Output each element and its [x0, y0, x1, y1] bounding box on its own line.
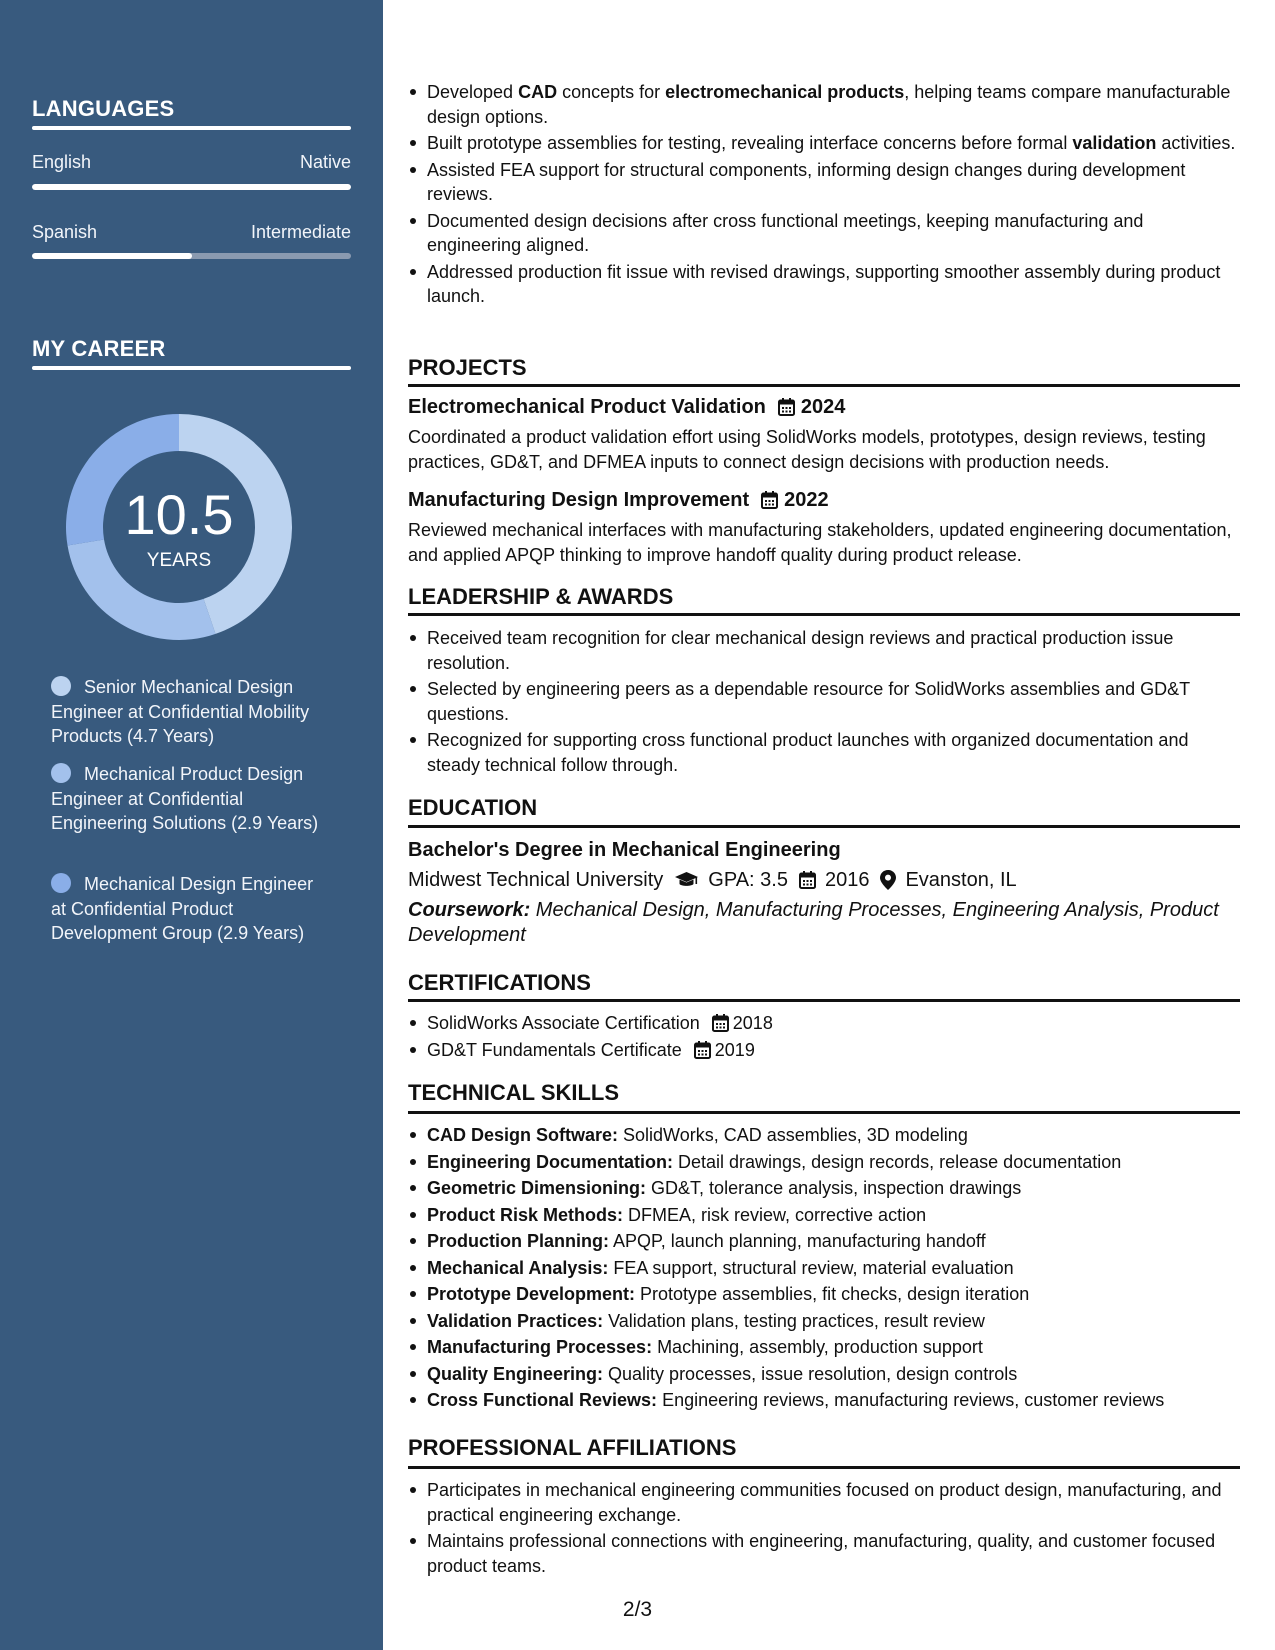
certifications-list — [408, 1011, 1240, 1064]
skill-label: Production Planning: — [427, 1231, 609, 1251]
skill-item — [408, 1203, 1240, 1228]
bold-text: CAD — [518, 82, 558, 102]
affiliation-item: Participates in mechanical engineering communities focused on product design, manufacturing, and practical engineering exchange. — [408, 1478, 1240, 1527]
school-location: Evanston, IL — [905, 869, 1017, 891]
language-bar-english — [32, 184, 351, 190]
leadership-bullet: Recognized for supporting cross functional product launches with organized documentation and steady technical follow through. — [408, 728, 1240, 777]
coursework — [408, 898, 1240, 947]
skill-label: Prototype Development: — [427, 1284, 636, 1304]
certification-year: 2018 — [732, 1013, 773, 1033]
certifications-heading: CERTIFICATIONS — [408, 970, 591, 995]
leadership-heading: LEADERSHIP & AWARDS — [408, 584, 674, 609]
skill-label: Mechanical Analysis: — [427, 1257, 609, 1278]
text: Assisted FEA support for structural components, informing design changes during development reviews. — [427, 159, 1186, 204]
project-title-row — [408, 394, 845, 420]
language-bar-fill — [32, 184, 351, 190]
experience-bullet — [408, 158, 1240, 207]
text: , helping teams compare manufacturable design options. — [427, 82, 1231, 127]
skill-label: Quality Engineering: — [427, 1363, 604, 1384]
page-number: 2/3 — [622, 1598, 653, 1621]
certifications-rule — [408, 999, 1240, 1002]
bold-text: electromechanical products — [665, 82, 905, 102]
project-title-row — [408, 487, 829, 513]
skill-item — [408, 1362, 1240, 1387]
language-level: Native — [299, 152, 351, 172]
calendar-icon — [694, 1041, 711, 1059]
skill-label: CAD Design Software: — [427, 1125, 619, 1145]
language-row-english — [32, 152, 351, 173]
skill-value: Engineering reviews, manufacturing reviews, customer reviews — [657, 1390, 1165, 1410]
certification-name: SolidWorks Associate Certification — [427, 1013, 700, 1033]
language-bar-fill — [32, 253, 192, 259]
skill-value: SolidWorks, CAD assemblies, 3D modeling — [618, 1125, 968, 1145]
skill-value: Quality processes, issue resolution, design controls — [603, 1363, 1018, 1384]
leadership-bullet: Received team recognition for clear mechanical design reviews and practical production issue resolution. — [408, 626, 1240, 675]
graduation-cap-icon — [674, 871, 699, 889]
project-year: 2022 — [784, 489, 829, 511]
career-legend-dot — [51, 763, 71, 783]
education-rule — [408, 825, 1240, 828]
career-legend-dot — [51, 873, 71, 893]
skill-item — [408, 1309, 1240, 1334]
calendar-icon — [778, 398, 795, 416]
affiliations-heading: PROFESSIONAL AFFILIATIONS — [408, 1435, 737, 1460]
skill-item — [408, 1176, 1240, 1201]
languages-heading: LANGUAGES — [32, 96, 175, 121]
language-row-spanish — [32, 222, 351, 243]
affiliation-item: Maintains professional connections with engineering, manufacturing, quality, and customer focused product teams. — [408, 1529, 1240, 1578]
skill-value: Prototype assemblies, fit checks, design iteration — [635, 1284, 1030, 1304]
career-item-text: Mechanical Product Design Engineer at Confidential Engineering Solutions (2.9 Years) — [51, 764, 319, 833]
career-years-label: YEARS — [146, 550, 212, 571]
career-heading: MY CAREER — [32, 336, 166, 361]
text: activities. — [1156, 133, 1236, 153]
skill-label: Cross Functional Reviews: — [427, 1390, 658, 1410]
education-heading: EDUCATION — [408, 795, 538, 820]
gpa: GPA: 3.5 — [708, 869, 788, 891]
skills-list — [408, 1123, 1240, 1415]
career-legend-dot — [51, 676, 71, 696]
calendar-icon — [761, 491, 778, 509]
sidebar — [0, 0, 383, 1650]
coursework-label: Coursework: — [408, 899, 531, 921]
career-rule — [32, 366, 351, 370]
skill-label: Validation Practices: — [427, 1310, 604, 1331]
leadership-bullets — [408, 626, 1240, 779]
skill-value: Machining, assembly, production support — [652, 1337, 983, 1357]
experience-bullet — [408, 260, 1240, 309]
calendar-icon — [712, 1014, 729, 1032]
certification-name: GD&T Fundamentals Certificate — [427, 1039, 682, 1060]
skill-item — [408, 1229, 1240, 1254]
skill-value: APQP, launch planning, manufacturing handoff — [609, 1231, 986, 1251]
language-name: English — [32, 152, 92, 172]
coursework-list: Mechanical Design, Manufacturing Processes, Engineering Analysis, Product Development — [408, 899, 1219, 946]
skill-value: GD&T, tolerance analysis, inspection drawings — [646, 1178, 1022, 1198]
certification-year: 2019 — [714, 1039, 755, 1060]
school-name: Midwest Technical University — [408, 869, 664, 891]
graduation-year: 2016 — [824, 869, 870, 891]
languages-rule — [32, 126, 351, 130]
language-name: Spanish — [32, 222, 98, 242]
skill-item — [408, 1256, 1240, 1281]
main-content — [408, 0, 1240, 1650]
skill-label: Manufacturing Processes: — [427, 1337, 653, 1357]
calendar-icon — [799, 871, 816, 889]
skill-item — [408, 1282, 1240, 1307]
skill-item — [408, 1123, 1240, 1148]
skill-value: Detail drawings, design records, release documentation — [673, 1151, 1122, 1172]
location-pin-icon — [880, 870, 896, 890]
skill-value: DFMEA, risk review, corrective action — [623, 1204, 927, 1225]
project-description: Coordinated a product validation effort using SolidWorks models, prototypes, design reviews, testing practices, GD&T, and DFMEA inputs to connect design decisions with production needs. — [408, 427, 1206, 472]
affiliations-rule — [408, 1466, 1240, 1469]
project-title: Electromechanical Product Validation — [408, 396, 766, 418]
career-item — [51, 872, 331, 946]
career-item — [51, 762, 331, 836]
affiliations-list — [408, 1478, 1240, 1580]
certification-item — [408, 1011, 1240, 1036]
skill-item — [408, 1388, 1240, 1413]
skill-label: Product Risk Methods: — [427, 1204, 624, 1225]
certification-item — [408, 1038, 1240, 1063]
experience-bullets — [408, 80, 1240, 311]
degree-title: Bachelor's Degree in Mechanical Engineering — [408, 839, 841, 861]
text: concepts for — [557, 82, 666, 102]
text: Developed — [427, 82, 519, 102]
project-year: 2024 — [800, 396, 846, 418]
skill-label: Geometric Dimensioning: — [427, 1178, 647, 1198]
experience-bullet — [408, 80, 1240, 129]
skill-item — [408, 1335, 1240, 1360]
career-item — [51, 675, 331, 749]
career-total-years: 10.5 — [124, 483, 234, 546]
language-level: Intermediate — [250, 222, 351, 242]
projects-rule — [408, 384, 1240, 387]
text: Addressed production fit issue with revised drawings, supporting smoother assembly during product launch. — [427, 261, 1221, 306]
leadership-rule — [408, 613, 1240, 616]
bold-text: validation — [1072, 133, 1157, 153]
language-bar-spanish — [32, 253, 351, 259]
experience-bullet — [408, 131, 1240, 156]
career-item-text: Mechanical Design Engineer at Confidential Product Development Group (2.9 Years) — [51, 874, 314, 943]
text: Built prototype assemblies for testing, revealing interface concerns before formal — [427, 133, 1073, 153]
skill-value: Validation plans, testing practices, result review — [603, 1310, 985, 1331]
experience-bullet — [408, 209, 1240, 258]
project-title: Manufacturing Design Improvement — [408, 489, 750, 511]
education-details — [408, 867, 1017, 893]
projects-heading: PROJECTS — [408, 355, 527, 380]
skill-value: FEA support, structural review, material evaluation — [608, 1257, 1014, 1278]
skill-item — [408, 1150, 1240, 1175]
career-item-text: Senior Mechanical Design Engineer at Confidential Mobility Products (4.7 Years) — [51, 677, 310, 746]
skill-label: Engineering Documentation: — [427, 1151, 674, 1172]
leadership-bullet: Selected by engineering peers as a dependable resource for SolidWorks assemblies and GD&T questions. — [408, 677, 1240, 726]
skills-rule — [408, 1111, 1240, 1114]
skills-heading: TECHNICAL SKILLS — [408, 1080, 620, 1105]
text: Documented design decisions after cross functional meetings, keeping manufacturing and engineering aligned. — [427, 210, 1144, 255]
project-description: Reviewed mechanical interfaces with manufacturing stakeholders, updated engineering documentation, and applied APQP thinking to improve handoff quality during product release. — [408, 520, 1232, 565]
career-donut-chart — [66, 414, 292, 640]
